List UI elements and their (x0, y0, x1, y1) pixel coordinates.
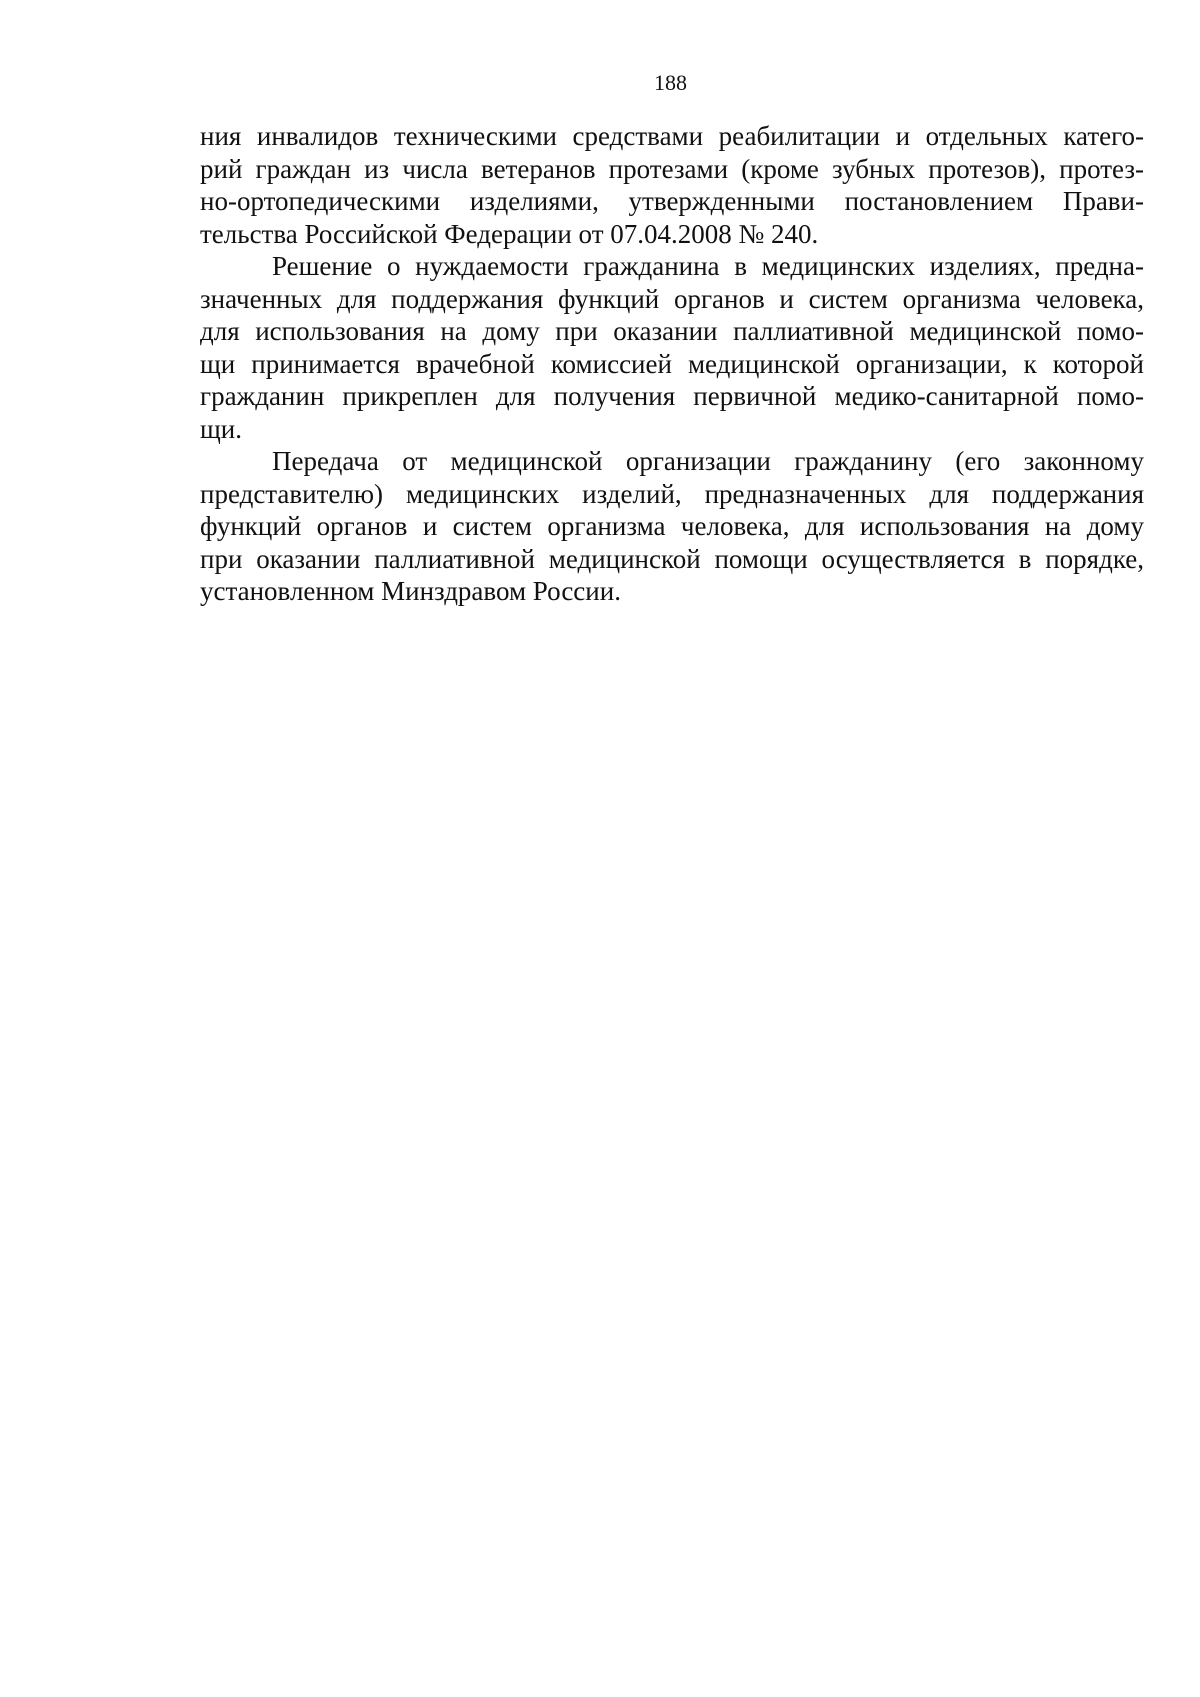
document-body (200, 120, 1144, 608)
text-line: значенных для поддержания функций органов и систем организма человека, (200, 283, 1144, 314)
text-line: Решение о нуждаемости гражданина в медицинских изделиях, предна- (272, 251, 1144, 281)
text-line: для использования на дому при оказании паллиативной медицинской помо- (200, 316, 1144, 346)
text-line: щи. (200, 413, 242, 444)
text-line: установленном Минздравом России. (200, 576, 621, 606)
text-line: Передача от медицинской организации гражданину (его законному (272, 446, 1144, 476)
text-line: представителю) медицинских изделий, предназначенных для поддержания (200, 478, 1144, 509)
page-header (0, 0, 1200, 120)
text-line: рий граждан из числа ветеранов протезами (кроме зубных протезов), протез- (200, 153, 1144, 184)
text-line: ния инвалидов техническими средствами реабилитации и отдельных катего- (200, 121, 1144, 151)
text-line: при оказании паллиативной медицинской помощи осуществляется в порядке, (200, 543, 1144, 574)
text-line: но-ортопедическими изделиями, утвержденными постановлением Прави- (200, 186, 1144, 216)
text-line: щи принимается врачебной комиссией медицинской организации, к которой (200, 348, 1144, 379)
text-line: гражданин прикреплен для получения первичной медико-санитарной помо- (200, 381, 1144, 411)
page-number: 188 (654, 70, 687, 95)
text-line: функций органов и систем организма человека, для использования на дому (200, 511, 1144, 541)
text-line: тельства Российской Федерации от 07.04.2008 № 240. (200, 218, 819, 249)
